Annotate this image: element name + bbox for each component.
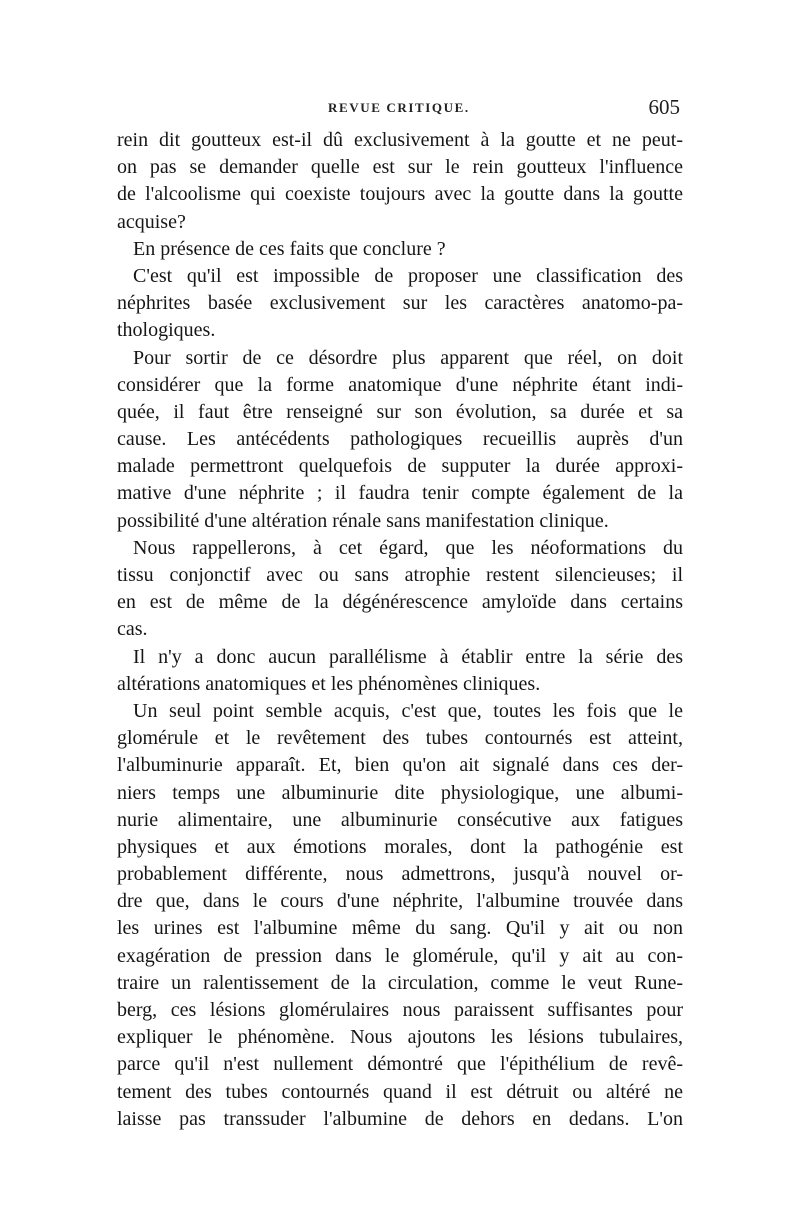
- page-number: 605: [648, 95, 680, 119]
- text-line: malade permettront quelquefois de supputer la durée approxi-: [117, 455, 683, 478]
- text-line: expliquer le phénomène. Nous ajoutons les lésions tubulaires,: [117, 1026, 683, 1049]
- text-line: parce qu'il n'est nullement démontré que l'épithélium de revê-: [117, 1053, 683, 1076]
- text-line: C'est qu'il est impossible de proposer une classification des: [133, 264, 683, 287]
- text-line: on pas se demander quelle est sur le rein goutteux l'influence: [117, 156, 683, 179]
- text-line: Pour sortir de ce désordre plus apparent que réel, on doit: [133, 346, 683, 369]
- running-title: REVUE CRITIQUE.: [328, 100, 470, 115]
- text-line: physiques et aux émotions morales, dont la pathogénie est: [117, 835, 683, 858]
- text-line: altérations anatomiques et les phénomènes cliniques.: [117, 672, 541, 695]
- text-line: Il n'y a donc aucun parallélisme à établir entre la série des: [133, 645, 683, 668]
- text-line: néphrites basée exclusivement sur les caractères anatomo-pa-: [117, 292, 683, 315]
- text-line: En présence de ces faits que conclure ?: [133, 237, 446, 260]
- text-line: thologiques.: [117, 319, 216, 342]
- text-line: cause. Les antécédents pathologiques recueillis auprès d'un: [117, 428, 683, 451]
- text-line: probablement différente, nous admettrons, jusqu'à nouvel or-: [117, 863, 683, 886]
- text-line: rein dit goutteux est-il dû exclusivement à la goutte et ne peut-: [117, 129, 683, 151]
- text-line: Un seul point semble acquis, c'est que, toutes les fois que le: [133, 699, 683, 722]
- text-line: Nous rappellerons, à cet égard, que les néoformations du: [133, 536, 683, 559]
- text-line: niers temps une albuminurie dite physiologique, une albumi-: [117, 781, 683, 804]
- text-line: exagération de pression dans le glomérule, qu'il y ait au con-: [117, 944, 683, 967]
- text-line: laisse pas transsuder l'albumine de dehors en dedans. L'on: [117, 1107, 683, 1130]
- text-line: en est de même de la dégénérescence amyloïde dans certains: [117, 591, 683, 614]
- text-line: nurie alimentaire, une albuminurie consécutive aux fatigues: [117, 808, 683, 831]
- text-line: cas.: [117, 618, 148, 641]
- text-line: acquise?: [117, 210, 186, 233]
- text-line: considérer que la forme anatomique d'une néphrite étant indi-: [117, 373, 683, 396]
- text-line: glomérule et le revêtement des tubes contournés est atteint,: [117, 727, 683, 750]
- text-line: mative d'une néphrite ; il faudra tenir compte également de la: [117, 482, 683, 505]
- text-line: traire un ralentissement de la circulation, comme le veut Rune-: [117, 971, 683, 994]
- body-text: [117, 127, 683, 1133]
- text-line: dre que, dans le cours d'une néphrite, l'albumine trouvée dans: [117, 890, 683, 913]
- text-line: quée, il faut être renseigné sur son évolution, sa durée et sa: [117, 400, 683, 423]
- text-line: berg, ces lésions glomérulaires nous paraissent suffisantes pour: [117, 999, 683, 1021]
- text-line: possibilité d'une altération rénale sans manifestation clinique.: [117, 509, 609, 532]
- text-line: les urines est l'albumine même du sang. Qu'il y ait ou non: [117, 917, 683, 940]
- text-line: tissu conjonctif avec ou sans atrophie restent silencieuses; il: [117, 564, 683, 586]
- text-line: l'albuminurie apparaît. Et, bien qu'on ait signalé dans ces der-: [117, 754, 683, 777]
- text-line: tement des tubes contournés quand il est détruit ou altéré ne: [117, 1080, 683, 1103]
- page-header: [118, 95, 682, 126]
- text-line: de l'alcoolisme qui coexiste toujours avec la goutte dans la goutte: [117, 183, 683, 206]
